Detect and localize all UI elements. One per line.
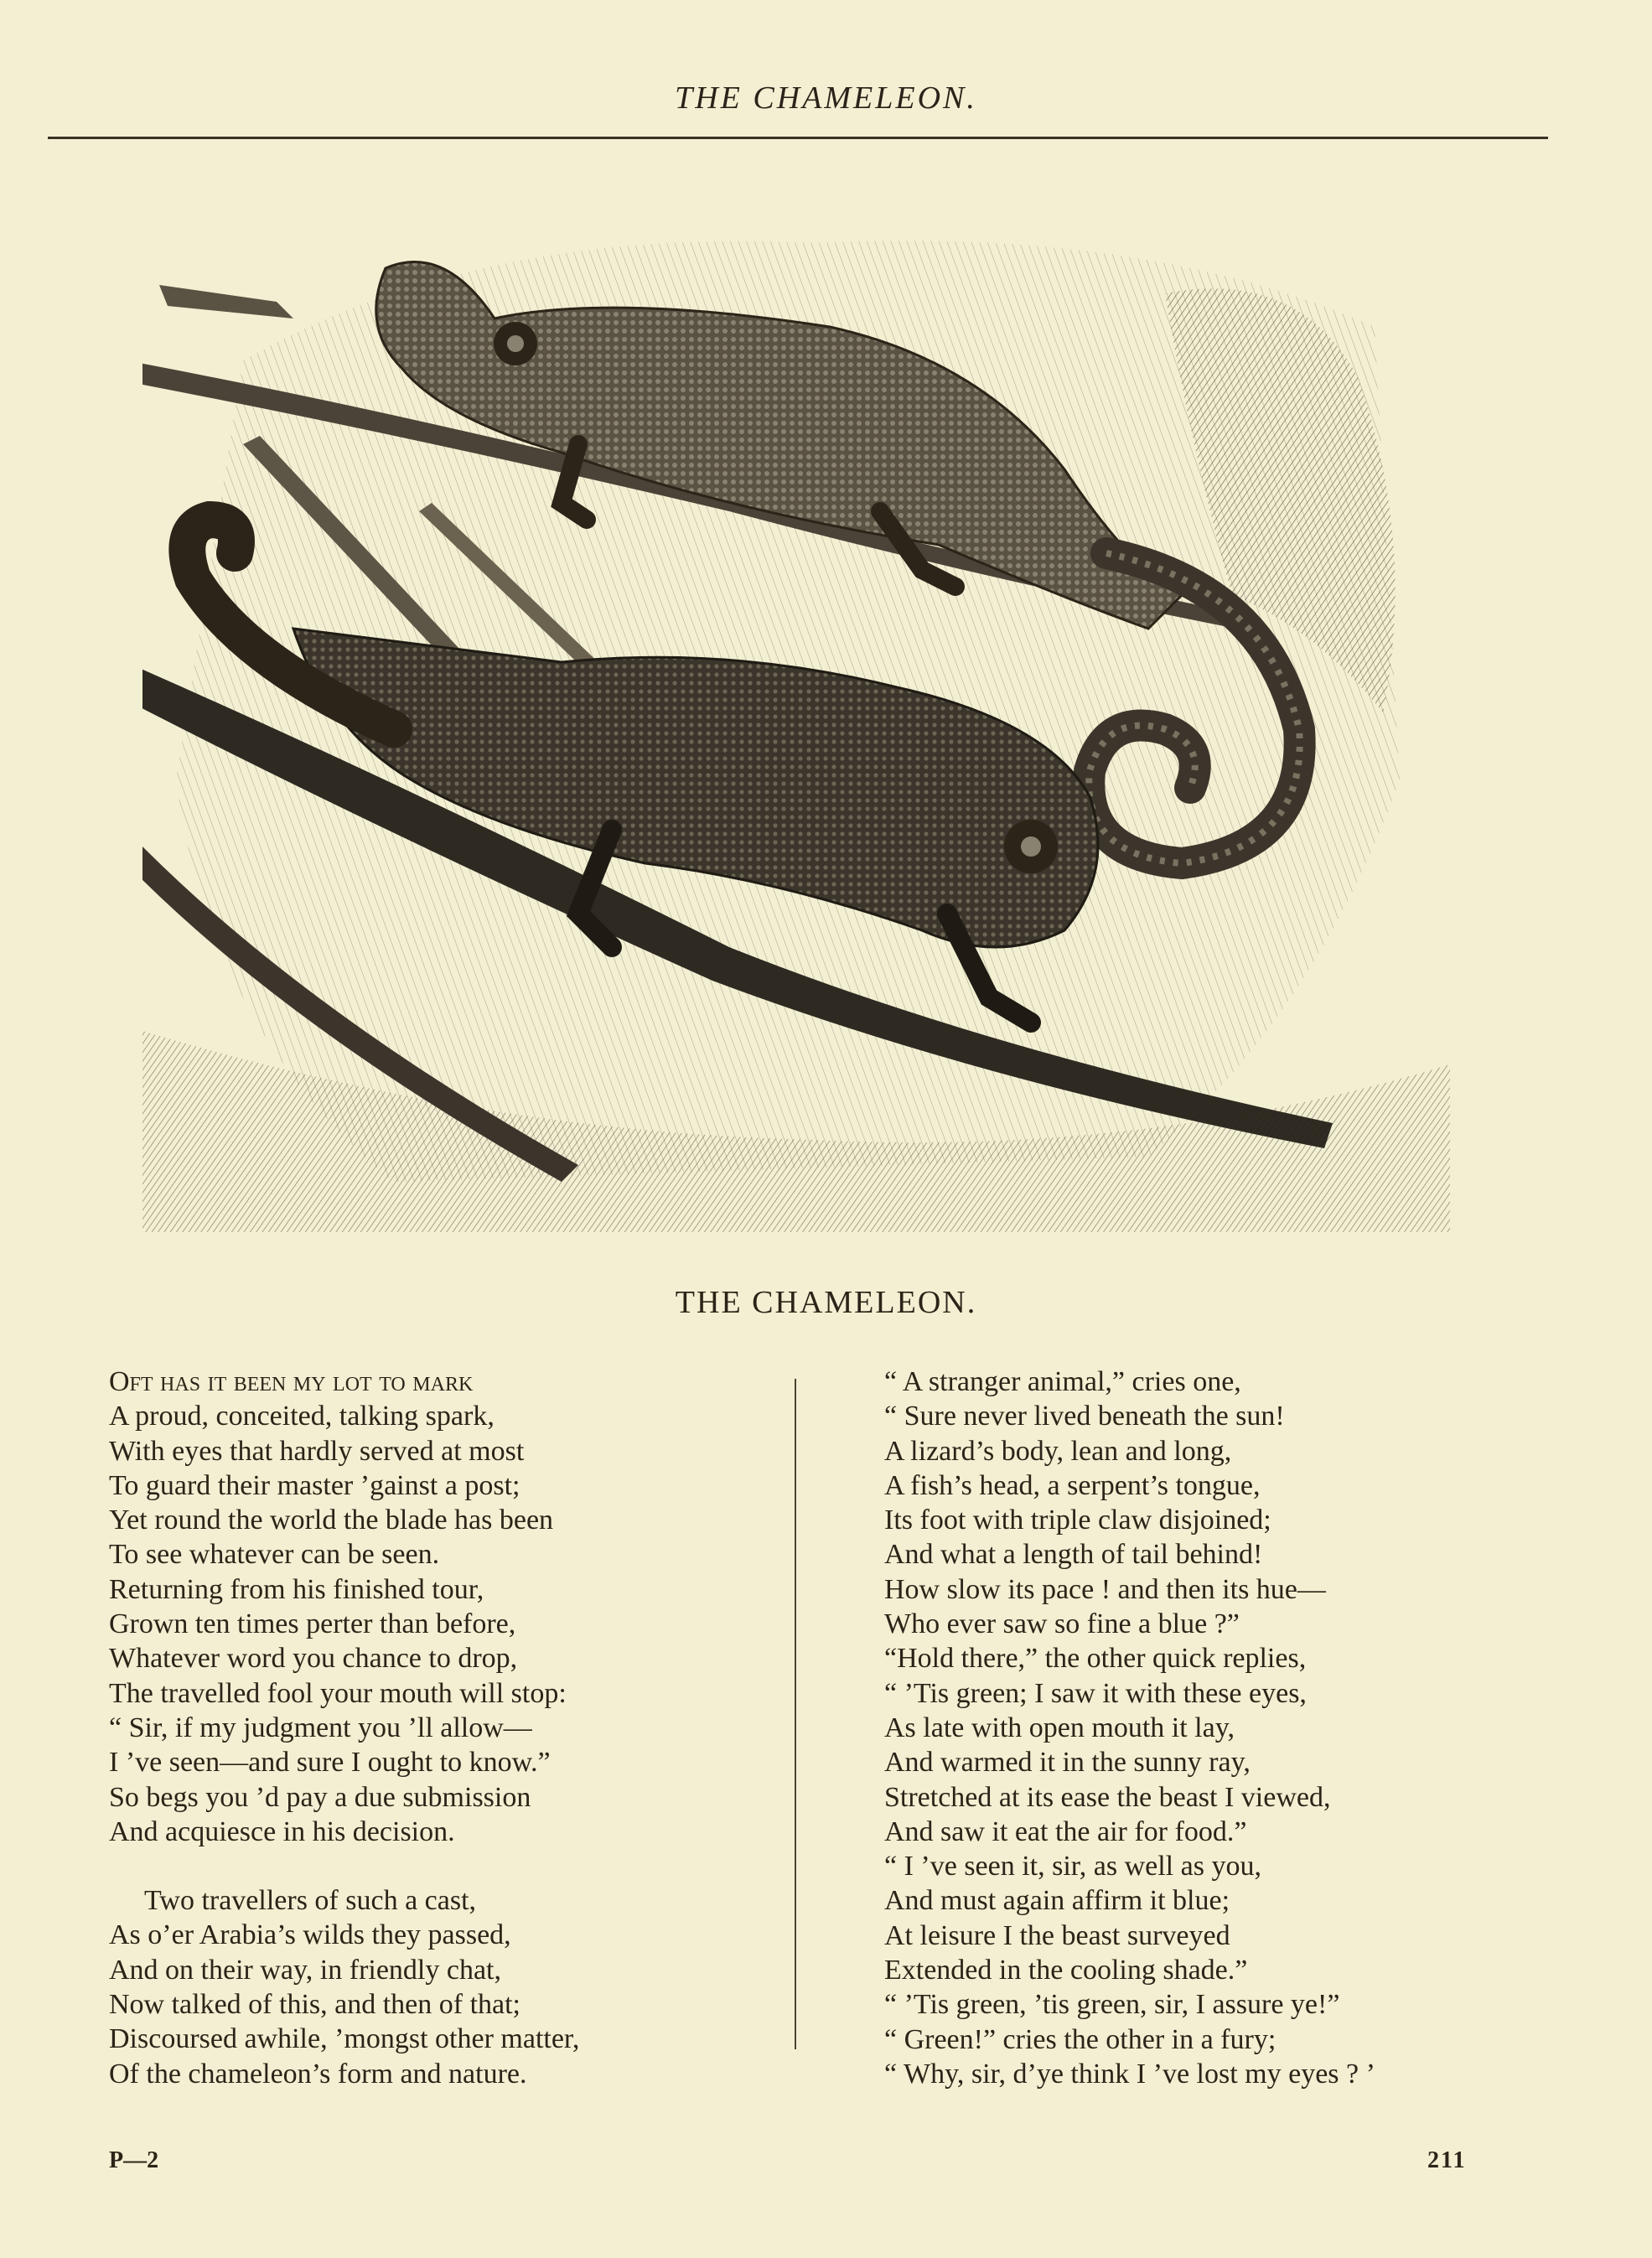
poem-line: Oft has it been my lot to mark bbox=[109, 1366, 474, 1397]
poem-line: And warmed it in the sunny ray, bbox=[884, 1747, 1251, 1779]
poem-line: And on their way, in friendly chat, bbox=[109, 1954, 501, 1986]
poem-line: I ’ve seen—and sure I ought to know.” bbox=[109, 1747, 551, 1779]
poem-line: “ Sure never lived beneath the sun! bbox=[884, 1401, 1285, 1432]
poem-line: With eyes that hardly served at most bbox=[109, 1435, 525, 1467]
poem-line: As o’er Arabia’s wilds they passed, bbox=[109, 1919, 511, 1951]
poem-line: And what a length of tail behind! bbox=[884, 1539, 1263, 1571]
poem-line: The travelled fool your mouth will stop: bbox=[109, 1677, 567, 1709]
poem-line: “Hold there,” the other quick replies, bbox=[884, 1643, 1307, 1675]
dead-branch bbox=[159, 285, 293, 319]
header-rule bbox=[48, 137, 1548, 139]
poem-line: “ Sir, if my judgment you ’ll allow— bbox=[109, 1712, 532, 1743]
poem-line: And must again affirm it blue; bbox=[884, 1885, 1230, 1917]
poem-line: Of the chameleon’s form and nature. bbox=[109, 2058, 527, 2090]
poem-line: To see whatever can be seen. bbox=[109, 1539, 440, 1571]
poem-line: Grown ten times perter than before, bbox=[109, 1608, 516, 1640]
poem-line: As late with open mouth it lay, bbox=[884, 1712, 1235, 1743]
poem-line: At leisure I the beast surveyed bbox=[884, 1919, 1230, 1951]
poem-line: Yet round the world the blade has been bbox=[109, 1504, 554, 1536]
poem-line: Extended in the cooling shade.” bbox=[884, 1955, 1248, 1986]
poem-line: Discoursed awhile, ’mongst other matter, bbox=[109, 2023, 580, 2055]
poem-line: “ Green!” cries the other in a fury; bbox=[884, 2023, 1277, 2055]
poem-line: And acquiesce in his decision. bbox=[109, 1815, 455, 1847]
running-head: THE CHAMELEON. bbox=[675, 80, 977, 116]
poem-line: Two travellers of such a cast, bbox=[144, 1885, 477, 1917]
poem-line: To guard their master ’gainst a post; bbox=[109, 1469, 520, 1501]
poem-line: Who ever saw so fine a blue ?” bbox=[884, 1608, 1240, 1640]
poem-line: Its foot with triple claw disjoined; bbox=[884, 1504, 1271, 1536]
poem-line: “ A stranger animal,” cries one, bbox=[884, 1366, 1241, 1397]
poem-line: Whatever word you chance to drop, bbox=[109, 1643, 518, 1675]
poem-line: And saw it eat the air for food.” bbox=[884, 1815, 1247, 1847]
poem-line: A proud, conceited, talking spark, bbox=[109, 1401, 495, 1432]
poem-right-column bbox=[884, 1365, 1572, 2091]
column-divider bbox=[795, 1379, 796, 2049]
poem-line: “ ’Tis green, ’tis green, sir, I assure ye!” bbox=[884, 1989, 1340, 2021]
illustration-caption: THE CHAMELEON. bbox=[675, 1285, 977, 1320]
poem-line: “ Why, sir, d’ye think I ’ve lost my eyes ? ’ bbox=[884, 2058, 1375, 2090]
poem-left-column bbox=[109, 1365, 779, 2091]
poem-line: “ I ’ve seen it, sir, as well as you, bbox=[884, 1851, 1261, 1883]
chameleon-engraving bbox=[142, 193, 1450, 1232]
poem-line: A lizard’s body, lean and long, bbox=[884, 1435, 1232, 1467]
poem-line: A fish’s head, a serpent’s tongue, bbox=[884, 1469, 1261, 1501]
poem-line: Now talked of this, and then of that; bbox=[109, 1989, 521, 2021]
printer-signature-mark: P—2 bbox=[109, 2147, 159, 2173]
page-number: 211 bbox=[1427, 2147, 1467, 2173]
poem-line: Stretched at its ease the beast I viewed, bbox=[884, 1781, 1331, 1813]
poem-line: Returning from his finished tour, bbox=[109, 1573, 484, 1605]
poem-line: How slow its pace ! and then its hue— bbox=[884, 1573, 1326, 1605]
poem-line: “ ’Tis green; I saw it with these eyes, bbox=[884, 1677, 1307, 1709]
stanza-break bbox=[109, 1849, 779, 1883]
poem-line: So begs you ’d pay a due submission bbox=[109, 1781, 531, 1813]
